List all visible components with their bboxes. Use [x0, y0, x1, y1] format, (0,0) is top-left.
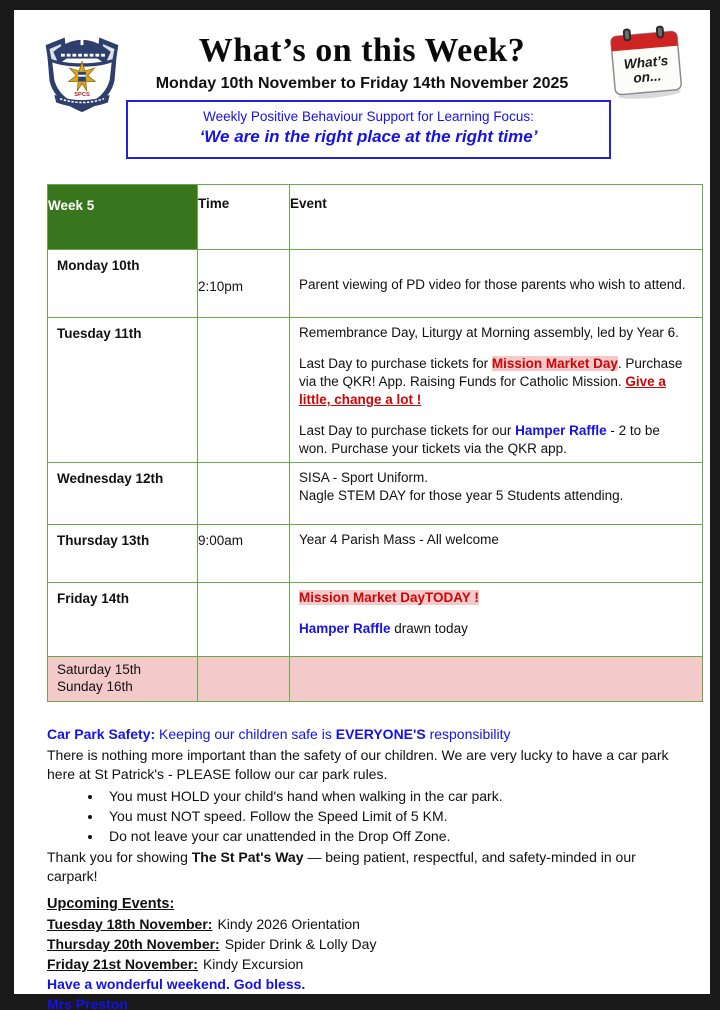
text-segment: Thank you for showing: [47, 849, 192, 865]
upcoming-heading: Upcoming Events:: [47, 896, 175, 912]
text-segment: Hamper Raffle: [299, 621, 391, 636]
text-segment: . Purchase via the QKR! App. Raising Funds for Catholic Mission.: [299, 356, 683, 389]
calendar-text-line1: What’s: [623, 53, 669, 72]
text-segment: Parent viewing of PD video for those parents who wish to attend.: [299, 277, 686, 292]
text-segment: EVERYONE'S: [335, 726, 426, 742]
upcoming-item-text: Kindy Excursion: [202, 956, 304, 972]
text-segment: Last Day to purchase tickets for our: [299, 423, 516, 438]
event-paragraph: [299, 422, 692, 458]
carpark-rule-item: • You must HOLD your child's hand when walking in the car park.: [103, 787, 690, 806]
text-segment: Nagle STEM DAY for those year 5 Students attending.: [299, 488, 624, 503]
carpark-heading: [47, 725, 690, 744]
upcoming-item: [47, 934, 690, 954]
event-cell: [290, 657, 703, 702]
upcoming-item-date: Tuesday 18th November:: [47, 916, 213, 932]
date-range: Monday 10th November to Friday 14th November 2025: [155, 75, 569, 92]
page-title: What’s on this Week?: [198, 32, 526, 69]
day-cell: Thursday 13th: [48, 525, 198, 583]
text-segment: drawn today: [390, 621, 468, 636]
event-paragraph: [299, 276, 692, 294]
signoff-blessing: Have a wonderful weekend. God bless.: [47, 976, 306, 992]
text-segment: The St Pat's Way: [191, 849, 304, 865]
table-header-row: [48, 185, 703, 250]
week-header-cell: Week 5: [48, 185, 198, 250]
school-crest-logo: [36, 26, 128, 114]
whats-on-calendar-icon: [605, 21, 689, 104]
upcoming-item-date: Friday 21st November:: [47, 956, 198, 972]
schedule-table: [47, 184, 703, 702]
carpark-thanks: [47, 848, 690, 886]
event-paragraph: [299, 469, 692, 487]
text-segment: Last Day to purchase tickets for: [299, 356, 492, 371]
event-paragraph: [299, 355, 692, 409]
day-cell: Tuesday 11th: [48, 318, 198, 463]
time-cell: 2:10pm: [198, 250, 290, 318]
time-cell: [198, 318, 290, 463]
event-cell: [290, 250, 703, 318]
carpark-rules-list: [47, 787, 690, 846]
upcoming-item: [47, 954, 690, 974]
text-segment: — being patient, respectful, and safety-minded in our carpark!: [47, 849, 636, 884]
crest-graphic: [36, 26, 128, 114]
time-cell: [198, 463, 290, 525]
newsletter-page: [14, 10, 710, 1010]
time-cell: [198, 583, 290, 657]
table-row-weekend: [48, 657, 703, 702]
calendar-graphic: [605, 21, 689, 104]
notices-section: [47, 725, 690, 1010]
event-paragraph: [299, 620, 692, 638]
text-segment: Mission Market Day: [491, 356, 618, 371]
event-cell: [290, 318, 703, 463]
text-segment: Remembrance Day, Liturgy at Morning assembly, led by Year 6.: [299, 325, 679, 340]
upcoming-item-text: Spider Drink & Lolly Day: [224, 936, 377, 952]
event-paragraph: [299, 589, 692, 607]
text-segment: SISA - Sport Uniform.: [299, 470, 429, 485]
table-row-tuesday: [48, 318, 703, 463]
paragraph-gap: [299, 409, 692, 422]
event-cell: [290, 463, 703, 525]
day-cell: Friday 14th: [48, 583, 198, 657]
text-segment: Keeping our children safe is: [155, 726, 336, 742]
carpark-rule-item: • You must NOT speed. Follow the Speed Limit of 5 KM.: [103, 807, 690, 826]
text-segment: Give a little, change a lot !: [299, 374, 666, 407]
text-segment: responsibility: [425, 726, 511, 742]
paragraph-gap: [299, 607, 692, 620]
text-segment: - 2 to be won. Purchase your tickets via the QKR app.: [299, 423, 660, 456]
upcoming-item: [47, 914, 690, 934]
day-cell: Saturday 15th Sunday 16th: [48, 657, 198, 702]
focus-label: Weekly Positive Behaviour Support for Learning Focus:: [203, 109, 534, 124]
table-row-wednesday: [48, 463, 703, 525]
event-paragraph: [299, 324, 692, 342]
upcoming-item-date: Thursday 20th November:: [47, 936, 220, 952]
text-segment: Car Park Safety:: [47, 726, 156, 742]
carpark-paragraph: There is nothing more important than the safety of our children. We are very lucky to have a car park here at St Patrick's - PLEASE follow our car park rules.: [47, 747, 669, 782]
day-cell: Monday 10th: [48, 250, 198, 318]
text-segment: Year 4 Parish Mass - All welcome: [299, 532, 499, 547]
time-cell: [198, 657, 290, 702]
time-header-cell: Time: [198, 185, 290, 250]
upcoming-item-text: Kindy 2026 Orientation: [217, 916, 360, 932]
event-cell: [290, 583, 703, 657]
focus-quote: ‘We are in the right place at the right time’: [199, 127, 538, 146]
signoff-name: Mrs Preston: [47, 996, 128, 1010]
focus-box: [126, 100, 611, 159]
crest-initials: SPCS: [74, 91, 90, 98]
event-cell: [290, 525, 703, 583]
table-row-monday: [48, 250, 703, 318]
event-paragraph: [299, 531, 692, 549]
calendar-text-line2: on...: [632, 68, 662, 86]
carpark-rule-item: • Do not leave your car unattended in the Drop Off Zone.: [103, 827, 690, 846]
day-cell: Wednesday 12th: [48, 463, 198, 525]
paragraph-gap: [299, 342, 692, 355]
event-paragraph: [299, 487, 692, 505]
table-row-thursday: [48, 525, 703, 583]
event-header-cell: Event: [290, 185, 703, 250]
text-segment: Hamper Raffle: [515, 423, 607, 438]
table-row-friday: [48, 583, 703, 657]
time-cell: 9:00am: [198, 525, 290, 583]
text-segment: Mission Market DayTODAY !: [299, 590, 479, 605]
